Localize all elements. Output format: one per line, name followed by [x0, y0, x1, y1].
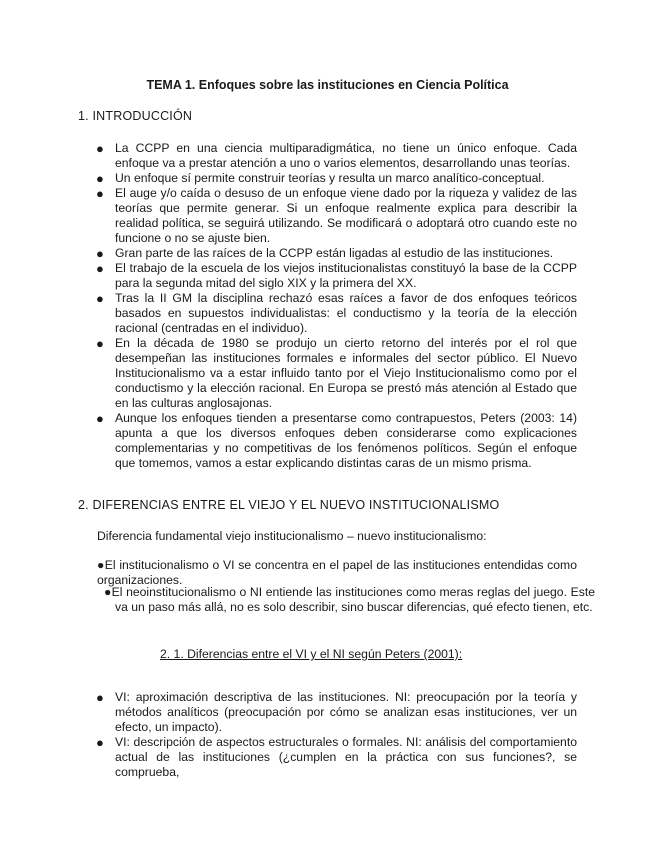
- bullet-icon: ●: [96, 186, 104, 201]
- document-title: TEMA 1. Enfoques sobre las instituciones en Ciencia Política: [146, 78, 509, 92]
- bullet-icon: ●: [97, 558, 105, 572]
- bullet-icon: ●: [96, 735, 104, 750]
- subsection-heading: 2. 1. Diferencias entre el VI y el NI según Peters (2001):: [160, 647, 463, 661]
- definition-bullet-ni: ●El neoinstitucionalismo o NI entiende las instituciones como meras reglas del juego. Este va un paso más allá, no es solo describir, sino buscar diferencias, qué efecto tienen, etc.: [104, 585, 595, 614]
- list-item: ● Aunque los enfoques tienden a presentarse como contrapuestos, Peters (2003: 14) apunta a que los diversos enfoques deben considerarse como explicaciones complementarias y no competitivas de los fenómenos políticos. Según el enfoque que tomemos, vamos a estar explicando distintas caras de un mismo prisma.: [96, 411, 577, 470]
- bullet-icon: ●: [96, 171, 104, 186]
- definition-bullet-vi: ●El institucionalismo o VI se concentra en el papel de las instituciones entendidas como organizaciones.: [97, 558, 577, 587]
- list-item: ● El trabajo de la escuela de los viejos institucionalistas constituyó la base de la CCPP para la segunda mitad del siglo XIX y la primera del XX.: [96, 261, 577, 290]
- list-item: ● Gran parte de las raíces de la CCPP están ligadas al estudio de las instituciones.: [96, 246, 554, 261]
- intro-bullet-list: [96, 141, 577, 471]
- section-heading-introduccion: 1. INTRODUCCIÓN: [78, 109, 193, 123]
- list-item: ● VI: aproximación descriptiva de las instituciones. NI: preocupación por la teoría y métodos analíticos (preocupación por cómo se analizan esas instituciones, ver un efecto, un impacto).: [96, 690, 577, 734]
- bullet-icon: ●: [96, 411, 104, 426]
- list-item: ● En la década de 1980 se produjo un cierto retorno del interés por el rol que desempeñan las instituciones formales e informales del sector público. El Nuevo Institucionalismo va a estar influido tanto por el Viejo Institucionalismo como por el conductismo y la elección racional. En Europa se prestó más atención al Estado que en las culturas anglosajonas.: [96, 336, 577, 410]
- differences-bullet-list: [96, 690, 577, 780]
- bullet-icon: ●: [96, 336, 104, 351]
- list-item: ● Un enfoque sí permite construir teorías y resulta un marco analítico-conceptual.: [96, 171, 545, 186]
- list-item: ● VI: descripción de aspectos estructurales o formales. NI: análisis del comportamiento actual de las instituciones (¿cumplen en la práctica con sus funciones?, se comprueba,: [96, 735, 577, 779]
- bullet-icon: ●: [96, 246, 104, 261]
- list-item: ● La CCPP en una ciencia multiparadigmática, no tiene un único enfoque. Cada enfoque va a prestar atención a uno o varios elementos, desarrollando unas teorías.: [96, 141, 577, 170]
- section-heading-diferencias: 2. DIFERENCIAS ENTRE EL VIEJO Y EL NUEVO INSTITUCIONALISMO: [78, 498, 500, 512]
- bullet-icon: ●: [96, 690, 104, 705]
- list-item: ● Tras la II GM la disciplina rechazó esas raíces a favor de dos enfoques teóricos basados en supuestos individualistas: el conductismo y la teoría de la elección racional (centradas en el individuo).: [96, 291, 577, 335]
- section2-intro: Diferencia fundamental viejo institucionalismo – nuevo institucionalismo:: [97, 529, 487, 543]
- bullet-icon: ●: [104, 585, 112, 599]
- bullet-icon: ●: [96, 141, 104, 156]
- list-item: ● El auge y/o caída o desuso de un enfoque viene dado por la riqueza y validez de las teorías que permite generar. Si un enfoque realmente explica para describir la realidad política, se seguirá utilizando. Se modificará o adoptará otro cuando este no funcione o no se ajuste bien.: [96, 186, 577, 245]
- bullet-icon: ●: [96, 261, 104, 276]
- bullet-icon: ●: [96, 291, 104, 306]
